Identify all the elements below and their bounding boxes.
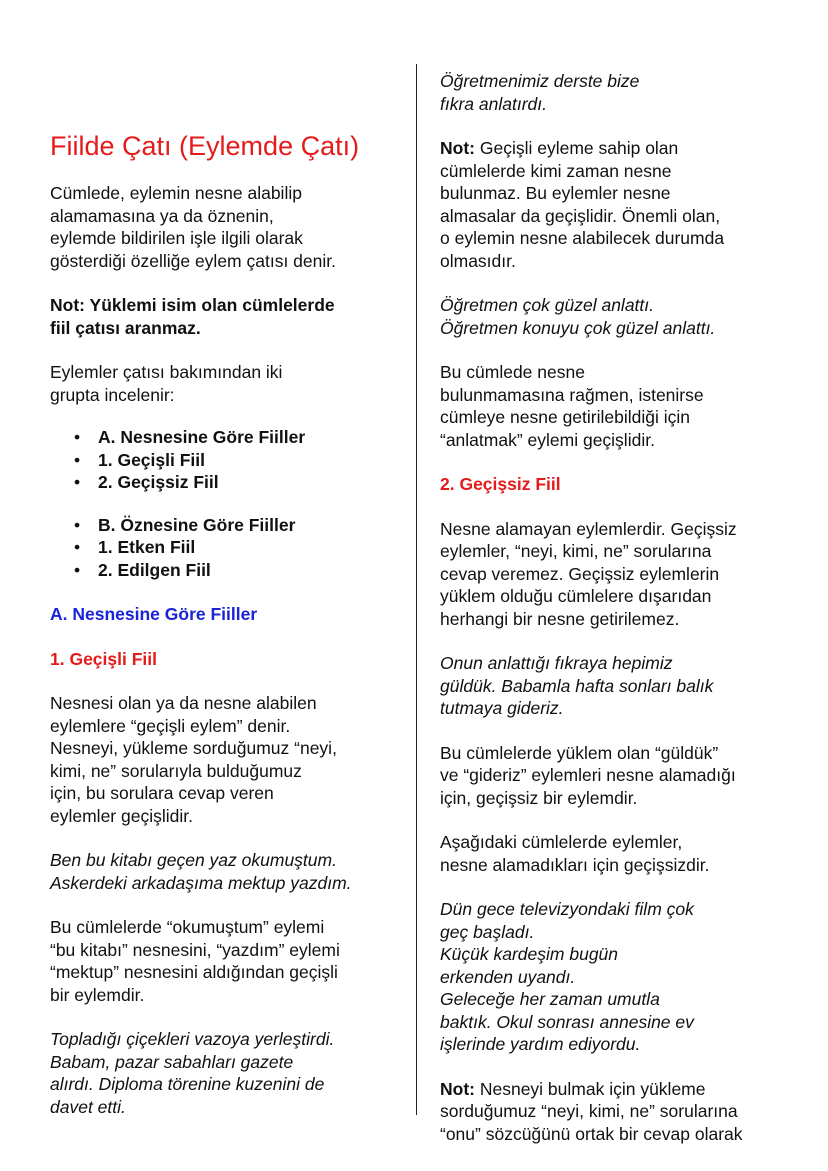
list-item: • B. Öznesine Göre Fiiller — [98, 514, 395, 537]
note-paragraph-2: Not: Nesneyi bulmak için yükleme sorduğumuz “neyi, kimi, ne” sorularına “onu” sözcüğünü ortak bir cevap olarak — [440, 1078, 743, 1144]
note-label: Not: — [440, 138, 475, 158]
section-heading-gecisli: 1. Geçişli Fiil — [50, 648, 157, 669]
gecisli-definition: Nesnesi olan ya da nesne alabilen eylemlere “geçişli eylem” denir. Nesneyi, yükleme sorduğumuz “neyi, kimi, ne” sorularıyla bulduğumuz için, bu sorulara cevap veren eylemler geçişlidir. — [50, 693, 337, 826]
example-sentences-2: Topladığı çiçekleri vazoya yerleştirdi. Babam, pazar sabahları gazete alırdı. Diploma törenine kuzenini de davet etti. — [50, 1029, 335, 1117]
list-item: • 1. Geçişli Fiil — [98, 449, 395, 472]
section-heading-gecissiz: 2. Geçişsiz Fiil — [440, 474, 561, 494]
explanation-1: Bu cümlelerde “okumuştum” eylemi “bu kitabı” nesnesini, “yazdım” eylemi “mektup” nesnesini aldığından geçişli bir eylemdir. — [50, 917, 340, 1005]
list-item: • 2. Geçişsiz Fiil — [98, 471, 395, 494]
bold-note: Not: Yüklemi isim olan cümlelerde fiil çatısı aranmaz. — [50, 295, 335, 338]
list-item: • 1. Etken Fiil — [98, 536, 395, 559]
group-list-a — [50, 426, 395, 494]
explanation-3: Bu cümlede nesne bulunmamasına rağmen, istenirse cümleye nesne getirilebildiği için “anlatmak” eylemi geçişlidir. — [440, 362, 704, 450]
intro-paragraph: Cümlede, eylemin nesne alabilip alamamasına ya da öznenin, eylemde bildirilen işle ilgili olarak gösterdiği özelliğe eylem çatısı denir. — [50, 183, 336, 271]
gecissiz-definition: Nesne alamayan eylemlerdir. Geçişsiz eylemler, “neyi, kimi, ne” sorularına cevap veremez. Geçişsiz eylemlerin yüklem olduğu cümlelere dışarıdan herhangi bir nesne getirilemez. — [440, 518, 737, 629]
list-item: • 2. Edilgen Fiil — [98, 559, 395, 582]
section-heading-a: A. Nesnesine Göre Fiiller — [50, 604, 258, 624]
groups-intro: Eylemler çatısı bakımından iki grupta incelenir: — [50, 362, 283, 405]
example-sentences-1: Ben bu kitabı geçen yaz okumuştum. Askerdeki arkadaşıma mektup yazdım. — [50, 850, 352, 893]
column-divider — [416, 64, 417, 1115]
right-column — [440, 70, 785, 1145]
example-sentences-5: Dün gece televizyondaki film çok geç başladı. Küçük kardeşim bugün erkenden uyandı. Geleceğe her zaman umutla baktık. Okul sonrası annesine ev işlerinde yardım ediyordu. — [440, 899, 694, 1054]
left-column — [50, 60, 395, 1118]
example-sentences-top: Öğretmenimiz derste bize fıkra anlatırdı. — [440, 71, 640, 114]
explanation-4: Bu cümlelerde yüklem olan “güldük” ve “gideriz” eylemleri nesne alamadığı için, geçişsiz bir eylemdir. — [440, 742, 736, 808]
intro-5: Aşağıdaki cümlelerde eylemler, nesne alamadıkları için geçişsizdir. — [440, 832, 710, 875]
note-paragraph: Not: Geçişli eyleme sahip olan cümlelerde kimi zaman nesne bulunmaz. Bu eylemler nesne almasalar da geçişlidir. Önemli olan, o eylemin nesne alabilecek durumda olmasıdır. — [440, 138, 725, 271]
page-title: Fiilde Çatı (Eylemde Çatı) — [50, 131, 360, 161]
note-label-2: Not: — [440, 1078, 475, 1099]
example-sentences-3: Öğretmen çok güzel anlattı. Öğretmen konuyu çok güzel anlattı. — [440, 295, 716, 338]
example-sentences-4: Onun anlattığı fıkraya hepimiz güldük. Babamla hafta sonları balık tutmaya gideriz. — [440, 653, 714, 718]
list-item: • A. Nesnesine Göre Fiiller — [98, 426, 395, 449]
group-list-b — [50, 514, 395, 582]
